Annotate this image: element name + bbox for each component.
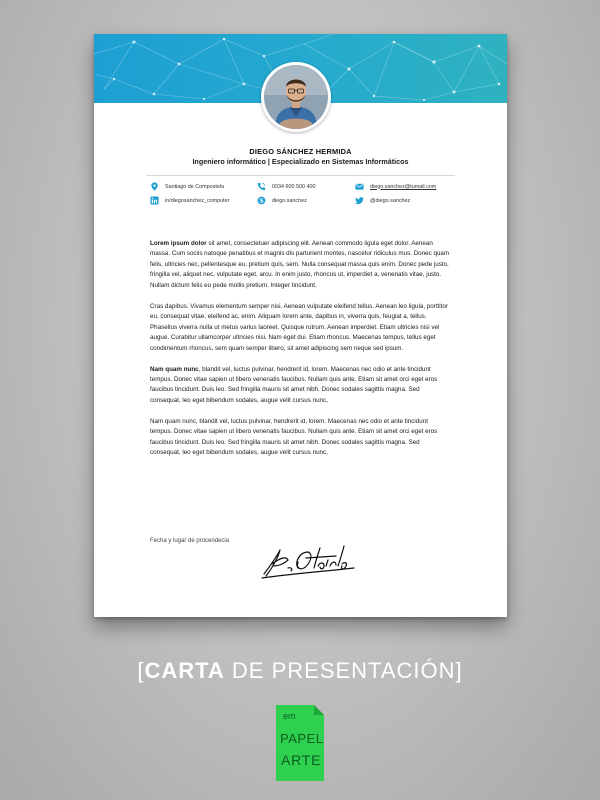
contact-location-text: Santiago de Compostela (165, 183, 225, 190)
profile-photo (261, 62, 331, 132)
logo-line-2: PAPEL (280, 731, 324, 746)
contact-twitter-text: @diego.sanchez (370, 197, 411, 204)
logo-line-1: em (283, 711, 296, 721)
letter-p1-bold: Lorem ipsum dolor (150, 240, 207, 247)
title-bracket-close: ] (455, 658, 463, 683)
applicant-name: DIEGO SÁNCHEZ HERMIDA (249, 147, 352, 156)
empapelarte-logo (276, 705, 324, 781)
letter-paragraph-4: Nam quam nunc, blandit vel, luctus pulvinar, hendrerit id, lorem. Maecenas nec odio et ante tincidunt tempus. Donec vitae sapien ut libero venenatis faucibus. Nullam quis ante. Etiam sit amet orci eget eros faucibus tincidunt. Duis leo. Sed fringilla mauris sit amet nibh. Donec sodales sagittis magna. Sed consequat, leo eget bibendum sodales, augue velit cursus nunc, (150, 417, 438, 457)
logo-fold (314, 705, 324, 715)
title-rest: DE PRESENTACIÓN (224, 658, 456, 683)
contact-skype[interactable] (257, 196, 307, 205)
letter-paragraph-3 (150, 365, 450, 407)
email-icon (355, 182, 364, 191)
contact-email-text: diego.sanchez@tumail.com (370, 183, 437, 190)
letter-paragraph-1 (150, 239, 450, 291)
handwritten-signature (258, 538, 358, 580)
place-and-date: Fecha y lugar de procendecia (150, 538, 230, 544)
skype-icon (257, 196, 266, 205)
letter-p1-rest: sit amet, consectetuer adipiscing elit. Aenean commodo ligula eget dolor. Aenean massa. Cum sociis natoque penatibus et magnis dis parturient montes, nascetur ridiculus mus. Donec quam felis, ultricies nec, pellentesque eu, pretium quis, sem. Nulla consequat massa quis enim. Donec pede justo, fringilla vel, aliquet nec, vulputate eget, arcu. In enim justo, rhoncus ut, imperdiet a, venenatis vitae, justo. Nullam dictum felis eu pede mollis pretium. Integer tincidunt. (150, 240, 450, 289)
contact-email[interactable] (355, 182, 436, 191)
logo-line-3: ARTE (281, 752, 322, 768)
header-divider (146, 175, 455, 176)
letter-paragraph-2: Cras dapibus. Vivamus elementum semper nisi. Aenean vulputate eleifend tellus. Aenean leo ligula, porttitor eu, consequat vitae, eleifend ac, enim. Aliquam lorem ante, dapibus in, viverra quis, feugiat a, tellus. Phasellus viverra nulla ut metus varius laoreet. Quisque rutrum. Aenean imperdiet. Etiam ultricies nisi vel augue. Curabitur ullamcorper ultricies nisi. Nam eget dui. Etiam rhoncus. Maecenas tempus, tellus eget condimentum rhoncus, sem quam semper libero, sit amet adipiscing sem neque sed ipsum. (150, 302, 448, 352)
letter-body (150, 239, 450, 469)
contact-location (150, 182, 224, 191)
person-portrait (264, 65, 328, 129)
linkedin-icon (150, 196, 159, 205)
phone-icon (257, 182, 266, 191)
applicant-role: Ingeniero informático | Especializado en Sistemas Informáticos (192, 157, 409, 166)
title-bracket-open: [ (137, 658, 145, 683)
contact-skype-text: diego.sanchez (272, 197, 307, 204)
contact-twitter[interactable] (355, 196, 410, 205)
letter-p3-rest: , blandit vel, luctus pulvinar, hendrerit id, lorem. Maecenas nec odio et ante tincidunt tempus. Donec vitae sapien ut libero venenatis faucibus. Nullam quis ante. Etiam sit amet orci eget eros faucibus tincidunt. Duis leo. Sed fringilla mauris sit amet nibh. Donec sodales sagittis magna. Sed consequat, leo eget bibendum sodales, augue velit cursus nunc, (150, 365, 438, 404)
twitter-icon (355, 196, 364, 205)
location-pin-icon (150, 182, 159, 191)
contact-linkedin-text: in/diegosanchez_computer (165, 197, 230, 204)
title-bold-word: CARTA (144, 658, 225, 683)
contact-linkedin[interactable] (150, 196, 229, 205)
product-title (0, 658, 600, 684)
cover-letter-sheet (94, 34, 507, 617)
contact-phone-text: 0034 600 500 400 (272, 183, 316, 190)
contact-phone (257, 182, 315, 191)
letter-p3-bold: Nam quam nunc (150, 365, 199, 373)
